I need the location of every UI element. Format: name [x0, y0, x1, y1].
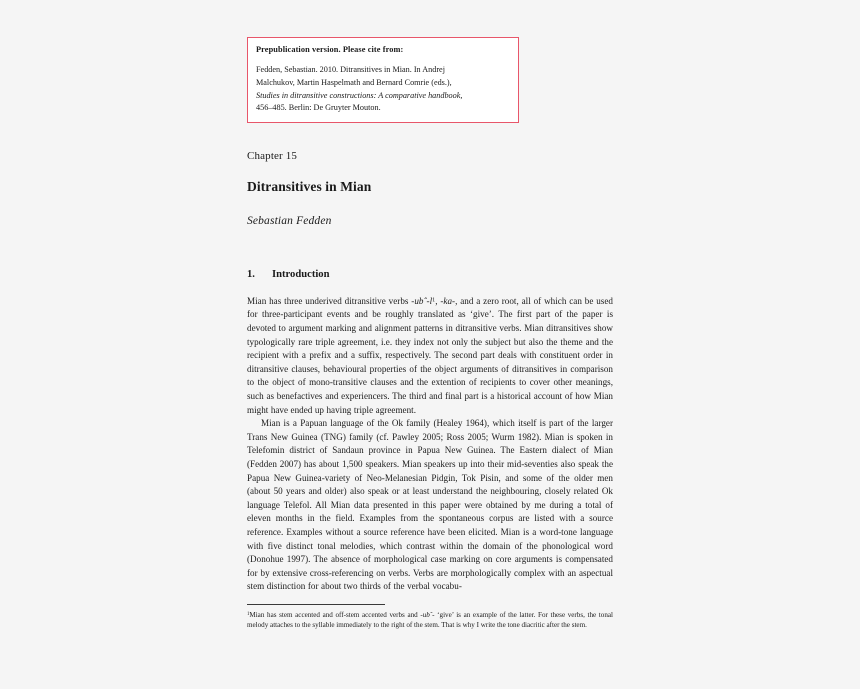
citation-box-heading: Prepublication version. Please cite from: — [256, 45, 404, 54]
prepublication-citation-box — [247, 37, 519, 123]
citation-book-title: Studies in ditransitive constructions: A comparative handbook, — [256, 90, 463, 100]
author-name: Sebastian Fedden — [247, 215, 332, 228]
paragraph-2: Mian is a Papuan language of the Ok family (Healey 1964), which itself is part of the larger Trans New Guinea (TNG) family (cf. Pawley 2005; Ross 2005; Wurm 1982). Mian is spoken in Telefomin district of Sandaun province in Papua New Guinea. The Eastern dialect of Mian (Fedden 2007) has about 1,500 speakers. Mian speakers up into their mid-seventies also speak the Papua New Guinea-variety of Neo-Melanesian Pidgin, Tok Pisin, and some of the older men (about 50 years and older) also speak or at least understand the neighbouring, closely related Ok language Telefol. All Mian data presented in this paper were obtained by me during a total of eleven months in the field. Examples from the spontaneous corpus are listed with a source reference. Examples without a source reference have been elicited. Mian is a word-tone language with five distinct tonal melodies, which contrast within the domain of the phonological word (Donohue 1997). The absence of morphological case marking on core arguments is compensated for by extensive cross-referencing on verbs. Verbs are morphologically complex with an aspectual stem distinction for about two thirds of the verbal vocabu- — [247, 418, 613, 592]
verb-form-ka: -ka- — [440, 295, 456, 306]
footnote-marker-1: 1 — [432, 296, 436, 304]
page-content-column — [247, 37, 613, 630]
paragraph-1-text-a: Mian has three underived ditransitive verbs — [247, 295, 412, 306]
footnote-text-b: ‘give’ is an example of the latter. For these verbs, the tonal melody attaches to the syllable immediately to the right of the stem. That is why I write the tone diacritic after the stem. — [247, 610, 613, 630]
section-title: Introduction — [272, 269, 330, 281]
verb-form-ubl: -ubˆ-l — [411, 295, 433, 306]
citation-line-4: 456–485. Berlin: De Gruyter Mouton. — [256, 103, 381, 113]
footnote-separator — [247, 604, 385, 605]
section-number: 1. — [247, 269, 255, 281]
section-heading-introduction — [247, 269, 613, 282]
footnote-number: 1 — [247, 611, 250, 617]
footnote-text-a: Mian has stem accented and off-stem accented verbs and — [249, 610, 421, 619]
chapter-label: Chapter 15 — [247, 150, 298, 162]
citation-reference — [256, 64, 510, 115]
citation-line-1: Fedden, Sebastian. 2010. Ditransitives in Mian. In Andrej — [256, 65, 445, 75]
paragraph-1-text-c: , and a zero root, all of which can be used for three-participant events and be roughly translated as ‘give’. The first part of the paper is devoted to argument marking and alignment patterns in ditransitive verbs. Mian ditransitives show typologically rare triple agreement, i.e. they index not only the subject but also the theme and the recipient with a prefix and a suffix, respectively. The second part deals with constituent order in ditransitive clauses, behavioural properties of the object arguments of ditransitives in comparison to the object of mono-transitive clauses and the extention of recipients to cover other meanings, such as benefactives and experiencers. The third and final part is a historical account of how Mian might have ended up having triple agreement. — [247, 295, 613, 415]
footnote-1-text — [247, 610, 613, 630]
citation-line-2: Malchukov, Martin Haspelmath and Bernard Comrie (eds.), — [256, 77, 452, 87]
page-title: Ditransitives in Mian — [247, 179, 372, 195]
paragraph-1-text-b: , — [435, 295, 441, 306]
footnote-1 — [247, 610, 613, 630]
paragraph-1 — [247, 295, 613, 417]
footnote-verb-form: -ubˆ- — [420, 610, 435, 619]
